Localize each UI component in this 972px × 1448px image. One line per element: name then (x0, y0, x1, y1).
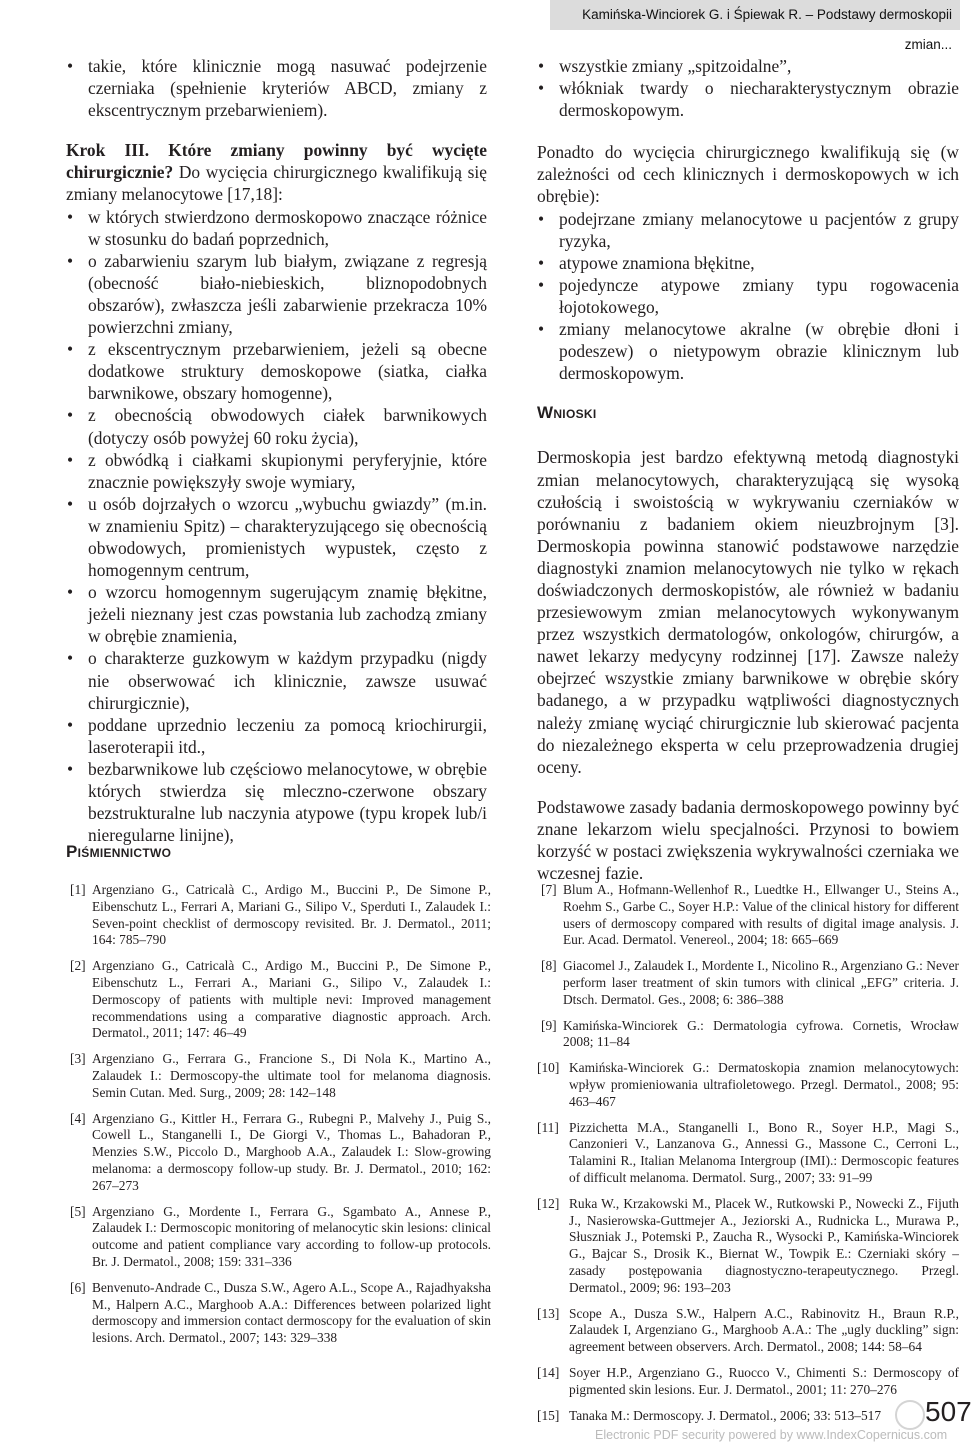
right-column (537, 55, 959, 884)
list-item: • z obwódką i ciałkami skupionymi peryferyjnie, które znacznie powiększyły swoje wymiary, (66, 449, 487, 493)
list-item: • atypowe znamiona błękitne, (537, 252, 959, 274)
intro-bullet-list (66, 55, 487, 121)
reference-item (66, 1280, 491, 1347)
page-number: 507 (925, 1396, 972, 1427)
reference-text: Argenziano G., Catricalà C., Ardigo M., Buccini P., De Simone P., Eibenschutz L., Ferrari A, Mariani G., Silipo V., Sperduti I., Zalaudek I.: Seven-point checklist of dermoscopy revisited. Br. J. Dermatol., 2011; 164: 785–790 (92, 882, 491, 948)
reference-number: [1] (70, 882, 86, 897)
reference-text: Argenziano G., Kittler H., Ferrara G., Rubegni P., Malvehy J., Puig S., Cowell L., Stanganelli I., De Giorgi V., Thomas L., Bahadoran P., Menzies S.W., Piccolo D., Marghoob A.A., Zalaudek I.: Slow-growing melanoma: a dermoscopy follow-up study. Br. J. Dermatol., 2010; 162: 267–273 (92, 1110, 491, 1193)
list-item: • włókniak twardy o niecharakterystycznym obrazie dermoskopowym. (537, 77, 959, 121)
reference-text: Pizzichetta M.A., Stanganelli I., Bono R., Soyer H.P., Magi S., Canzonieri V., Lanzanova G., Annessi G., Massone C., Cerroni L., Talamini R., Italian Melanoma Intergroup (IMI).: Dermoscopic features of difficult melanoma. Dermatol. Surg., 2007; 33: 91–99 (569, 1119, 959, 1185)
left-column (66, 55, 487, 846)
list-item: • o charakterze guzkowym w każdym przypadku (nigdy nie obserwować ich klinicznie, zawsze usuwać chirurgicznie), (66, 647, 487, 713)
reference-item (537, 1196, 959, 1297)
conclusions-heading: Wnioski (537, 403, 597, 423)
list-item: • wszystkie zmiany „spitzoidalne”, (537, 55, 959, 77)
reference-number: [15] (537, 1407, 560, 1423)
reference-number: [2] (70, 958, 86, 974)
krok-heading: Krok III. Które zmiany powinny być wycięte chirurgicznie? (66, 140, 487, 183)
reference-number: [8] (541, 958, 557, 974)
list-item: • poddane uprzednio leczeniu za pomocą kriochirurgii, laseroterapii itd., (66, 714, 487, 758)
reference-text: Kamińska-Winciorek G.: Dermatologia cyfrowa. Cornetis, Wrocław 2008; 11–84 (563, 1017, 959, 1050)
reference-number: [6] (70, 1279, 86, 1295)
reference-number: [11] (537, 1119, 559, 1135)
references-heading: Piśmiennictwo (66, 842, 172, 861)
reference-item (66, 958, 491, 1042)
reference-number: [7] (541, 882, 557, 897)
reference-number: [14] (537, 1364, 560, 1380)
watermark-seal-icon (895, 1400, 925, 1430)
reference-item (537, 1120, 959, 1187)
reference-number: [9] (541, 1017, 557, 1033)
reference-text: Benvenuto-Andrade C., Dusza S.W., Agero A.L., Scope A., Rajadhyaksha M., Halpern A.C., Marghoob A.A.: Differences between polarized light dermoscopy and immersion contact dermoscopy for the evaluation of skin lesions. Arch. Dermatol., 2007; 143: 329–338 (92, 1279, 491, 1346)
reference-text: Soyer H.P., Argenziano G., Ruocco V., Chimenti S.: Dermoscopy of pigmented skin lesions. Eur. J. Dermatol., 2001; 11: 270–276 (569, 1364, 959, 1397)
reference-number: [4] (70, 1110, 86, 1126)
summary-paragraph: Podstawowe zasady badania dermoskopowego powinny być znane lekarzom wielu specjalności. Przynosi to bowiem korzyść w postaci zwiększenia wykrywalności czerniaka we wczesnej fazie. (537, 796, 959, 884)
reference-item (537, 958, 959, 1008)
additional-criteria-intro: Ponadto do wycięcia chirurgicznego kwalifikują się (w zależności od cech klinicznych i dermoskopowych w ich obrębie): (537, 142, 959, 207)
running-header: Kamińska-Winciorek G. i Śpiewak R. – Podstawy dermoskopii zmian... (550, 0, 960, 30)
list-item: • bezbarwnikowe lub częściowo melanocytowe, w obrębie których stwierdza się mleczno-czerwone obszary bezstrukturalne lub naczynia atypowe (typu kropek lub/i nieregularne linijne), (66, 758, 487, 846)
reference-item (66, 1111, 491, 1195)
reference-number: [10] (537, 1060, 560, 1076)
reference-item (537, 1365, 959, 1399)
reference-item (66, 1204, 491, 1271)
reference-text: Argenziano G., Ferrara G., Francione S., Di Nola K., Martino A., Zalaudek I.: Dermoscopy-the ultimate tool for melanoma diagnosis. Semin Cutan. Med. Surg., 2009; 28: 142–148 (92, 1051, 491, 1100)
reference-text: Kamińska-Winciorek G.: Dermatoskopia znamion melanocytowych: wpływ promieniowania ultrafioletowego. Przegl. Dermatol., 2008; 95: 463–467 (569, 1060, 959, 1109)
spitz-bullet-list (537, 55, 959, 121)
reference-item (537, 1018, 959, 1052)
reference-text: Argenziano G., Mordente I., Ferrara G., Sgambato A., Annese P., Zalaudek I.: Dermoscopic monitoring of melanocytic skin lesions: clinical outcome and patient compliance vary according to follow-up protocols. Br. J. Dermatol., 2008; 159: 331–336 (92, 1203, 491, 1269)
krok-paragraph (66, 139, 487, 205)
reference-item (537, 882, 959, 949)
reference-text: Giacomel J., Zalaudek I., Mordente I., Nicolino R., Argenziano G.: Never perform laser treatment of skin tumors with clinical „EFG” criteria. J. Dtsch. Dermatol. Ges., 2008; 6: 386–388 (563, 958, 959, 1007)
reference-text: Tanaka M.: Dermoscopy. J. Dermatol., 2006; 33: 513–517 (569, 1407, 882, 1423)
reference-text: Ruka W., Krzakowski M., Placek W., Rutkowski P., Nowecki Z., Fijuth J., Nasierowska-Guttmejer A., Jeziorski A., Rudnicka L., Murawa P., Słuszniak J., Potemski P., Zaucha R., Wysocki P., Kamińska-Winciorek G., Bajcar S., Drosik K., Biernat W., Towpik E.: Czerniaki skóry – zasady postępowania diagnostyczno-terapeutycznego. Przegl. Dermatol., 2009; 96: 193–203 (569, 1195, 959, 1295)
reference-number: [5] (70, 1203, 86, 1219)
conclusions-paragraph: Dermoskopia jest bardzo efektywną metodą diagnostyki zmian melanocytowych, charakteryzującą się wysoką czułością i swoistością w wykrywaniu czerniaków w porównaniu z badaniem okiem nieuzbrojnym [3]. Dermoskopia powinna stanowić podstawowe narzędzie diagnostyki znamion melanocytowych nie tylko w rękach doświadczonych dermoskopistów, ale również w badaniu przesiewowym zmian melanocytowych wykonywanym przez wszystkich dermatologów, onkologów, chirurgów, a nawet lekarzy medycyny rodzinnej [17]. Zawsze należy obejrzeć wszystkie zmiany barwnikowe w obrębie skóry badanego, a w przypadku wątpliwości diagnostycznych należy zmianę wyciąć chirurgicznie lub skierować pacjenta do niezależnego eksperta w celu przeprowadzenia drugiej oceny. (537, 447, 959, 777)
list-item: • z obecnością obwodowych ciałek barwnikowych (dotyczy osób powyżej 60 roku życia), (66, 404, 487, 448)
reference-item (537, 1060, 959, 1110)
reference-item (66, 882, 491, 949)
reference-item (537, 1306, 959, 1356)
reference-number: [13] (537, 1305, 560, 1321)
reference-number: [12] (537, 1195, 560, 1211)
excision-criteria-list (66, 206, 487, 847)
list-item: • takie, które klinicznie mogą nasuwać podejrzenie czerniaka (spełnienie kryteriów ABCD, zmiany z ekscentrycznym przebarwieniem). (66, 55, 487, 121)
references-right-column (537, 882, 959, 1433)
list-item: • podejrzane zmiany melanocytowe u pacjentów z grupy ryzyka, (537, 208, 959, 252)
reference-number: [3] (70, 1051, 86, 1067)
reference-text: Scope A., Dusza S.W., Halpern A.C., Rabinovitz H., Braun R.P., Zalaudek I, Argenziano G., Marghoob A.A.: The „ugly duckling” sign: agreement between observers. Arch. Dermatol., 2008; 144: 58–64 (569, 1305, 959, 1355)
list-item: • o zabarwieniu szarym lub białym, związane z regresją (obecność biało-niebieskich, bliznopodobnych obszarów), zwłaszcza jeśli zabarwienie przekracza 10% powierzchni zmiany, (66, 250, 487, 338)
list-item: • u osób dojrzałych o wzorcu „wybuchu gwiazdy” (m.in. w znamieniu Spitz) – charakteryzującego się obecnością obwodowych, promienistych wypustek, często z homogennym centrum, (66, 493, 487, 581)
references-left-column (66, 882, 491, 1356)
krok-text: Do wycięcia chirurgicznego kwalifikują się zmiany melanocytowe [17,18]: (66, 162, 487, 205)
list-item: • o wzorcu homogennym sugerującym znamię błękitne, jeżeli nieznany jest czas powstania lub zachodzą zmiany w obrębie znamienia, (66, 581, 487, 647)
reference-item (66, 1051, 491, 1101)
reference-text: Blum A., Hofmann-Wellenhof R., Luedtke H., Ellwanger U., Steins A., Roehm S., Garbe C., Soyer H.P.: Value of the clinical history for different users of dermoscopy compared with results of digital image analysis. J. Eur. Acad. Dermatol. Venereol., 2004; 18: 665–669 (563, 882, 959, 948)
list-item: • pojedyncze atypowe zmiany typu rogowacenia łojotokowego, (537, 274, 959, 318)
list-item: • z ekscentrycznym przebarwieniem, jeżeli są obecne dodatkowe struktury demoskopowe (siatka, ciałka barwnikowe, obszary homogenne), (66, 338, 487, 404)
list-item: • zmiany melanocytowe akralne (w obrębie dłoni i podeszew) o nietypowym obrazie klinicznym lub dermoskopowym. (537, 318, 959, 384)
reference-text: Argenziano G., Catricalà C., Ardigo M., Buccini P., De Simone P., Eibenschutz L., Ferrari A., Mariani G., Silipo V., Zalaudek I.: Dermoscopy of patients with multiple nevi: Improved management recommendations using a comparative diagnostic approach. Arch. Dermatol., 2011; 147: 46–49 (92, 958, 491, 1041)
footer-watermark: Electronic PDF security powered by www.IndexCopernicus.com (595, 1428, 948, 1442)
list-item: • w których stwierdzono dermoskopowo znaczące różnice w stosunku do badań poprzednich, (66, 206, 487, 250)
additional-criteria-list (537, 208, 959, 385)
